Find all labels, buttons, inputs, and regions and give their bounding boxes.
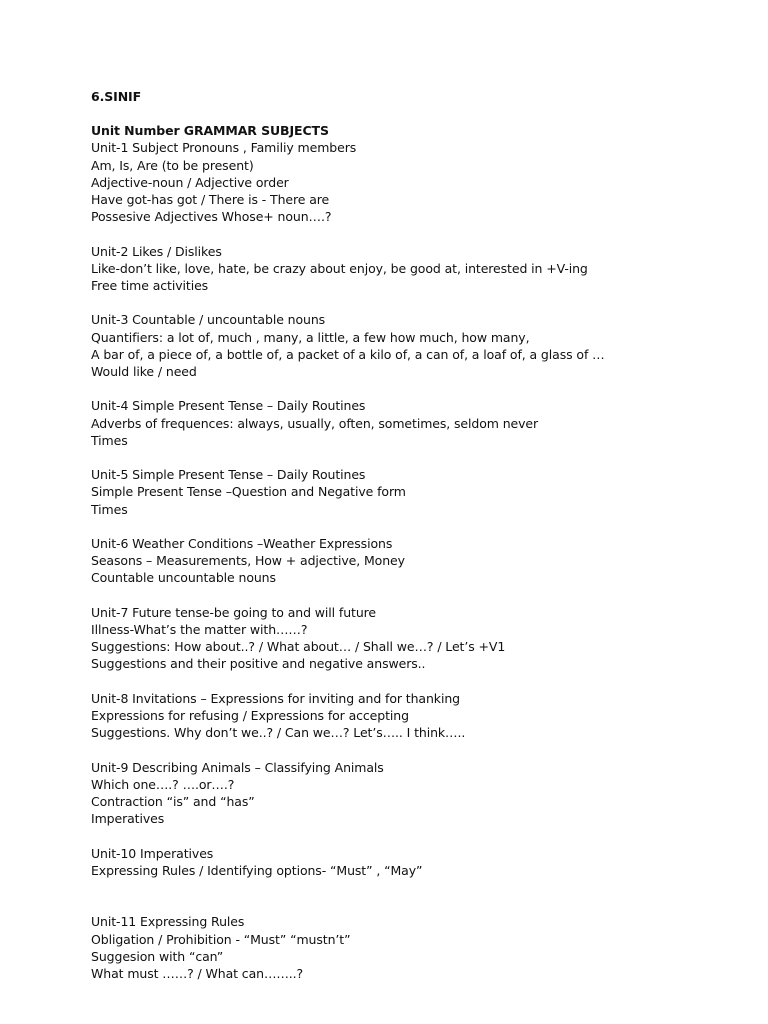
unit-5-block: [91, 466, 731, 518]
unit-9-block: [91, 759, 731, 828]
unit-line: Would like / need: [91, 364, 197, 379]
unit-line: Expressing Rules / Identifying options- “Must” , “May”: [91, 862, 423, 878]
unit-2-block: [91, 243, 731, 295]
unit-line: Unit-10 Imperatives: [91, 845, 214, 861]
unit-10-block: [91, 845, 731, 879]
unit-4-block: [91, 397, 731, 449]
unit-line: Imperatives: [91, 811, 165, 827]
unit-7-block: [91, 604, 731, 673]
unit-line: Unit-7 Future tense-be going to and will future: [91, 604, 377, 620]
unit-line: Adverbs of frequences: always, usually, often, sometimes, seldom never: [91, 415, 539, 431]
unit-line: Possesive Adjectives Whose+ noun….?: [91, 209, 332, 225]
unit-line: Unit-11 Expressing Rules: [91, 914, 245, 930]
unit-line: Suggesion with “can”: [91, 948, 224, 964]
unit-line: Suggestions: How about..? / What about… / Shall we…? / Let’s +V1: [91, 639, 506, 655]
unit-line: Seasons – Measurements, How + adjective, Money: [91, 553, 405, 569]
unit-line: Illness-What’s the matter with……?: [91, 621, 308, 637]
unit-3-block: [91, 311, 731, 380]
unit-line: Simple Present Tense –Question and Negative form: [91, 484, 406, 500]
unit-line: Unit-5 Simple Present Tense – Daily Routines: [91, 467, 366, 483]
unit-line: Am, Is, Are (to be present): [91, 157, 254, 173]
unit-line: What must ……? / What can……..?: [91, 965, 304, 981]
unit-line: Times: [91, 501, 128, 517]
unit-line: Adjective-noun / Adjective order: [91, 174, 289, 190]
unit-line: Which one….? ….or….?: [91, 776, 235, 792]
unit-line: Suggestions and their positive and negative answers..: [91, 656, 426, 672]
unit-line: Suggestions. Why don’t we..? / Can we…? Let’s….. I think…..: [91, 725, 466, 741]
unit-6-block: [91, 535, 731, 587]
unit-line: Unit-6 Weather Conditions –Weather Expressions: [91, 535, 393, 551]
unit-line: Expressions for refusing / Expressions for accepting: [91, 707, 409, 723]
unit-line: Contraction “is” and “has”: [91, 793, 255, 809]
unit-line: Countable uncountable nouns: [91, 570, 276, 586]
unit-line: Have got-has got / There is - There are: [91, 192, 330, 207]
unit-line: Unit-1 Subject Pronouns , Familiy members: [91, 140, 357, 156]
unit-line: Unit-8 Invitations – Expressions for inviting and for thanking: [91, 690, 460, 706]
unit-1-block: [91, 139, 731, 225]
table-header: Unit Number GRAMMAR SUBJECTS: [91, 123, 329, 139]
document-body: [91, 88, 731, 999]
unit-line: A bar of, a piece of, a bottle of, a packet of a kilo of, a can of, a loaf of, a glass of …: [91, 346, 605, 362]
unit-line: Free time activities: [91, 278, 209, 293]
unit-line: Obligation / Prohibition - “Must” “mustn’t”: [91, 931, 351, 947]
unit-line: Times: [91, 432, 128, 448]
unit-line: Unit-3 Countable / uncountable nouns: [91, 312, 326, 328]
unit-line: Unit-9 Describing Animals – Classifying Animals: [91, 759, 384, 775]
unit-11-block: [91, 913, 731, 982]
unit-line: Unit-2 Likes / Dislikes: [91, 243, 222, 259]
unit-line: Quantifiers: a lot of, much , many, a little, a few how much, how many,: [91, 329, 530, 345]
unit-8-block: [91, 690, 731, 742]
unit-line: Unit-4 Simple Present Tense – Daily Routines: [91, 398, 366, 414]
unit-line: Like-don’t like, love, hate, be crazy about enjoy, be good at, interested in +V-ing: [91, 260, 588, 276]
document-title: 6.SINIF: [91, 89, 142, 104]
